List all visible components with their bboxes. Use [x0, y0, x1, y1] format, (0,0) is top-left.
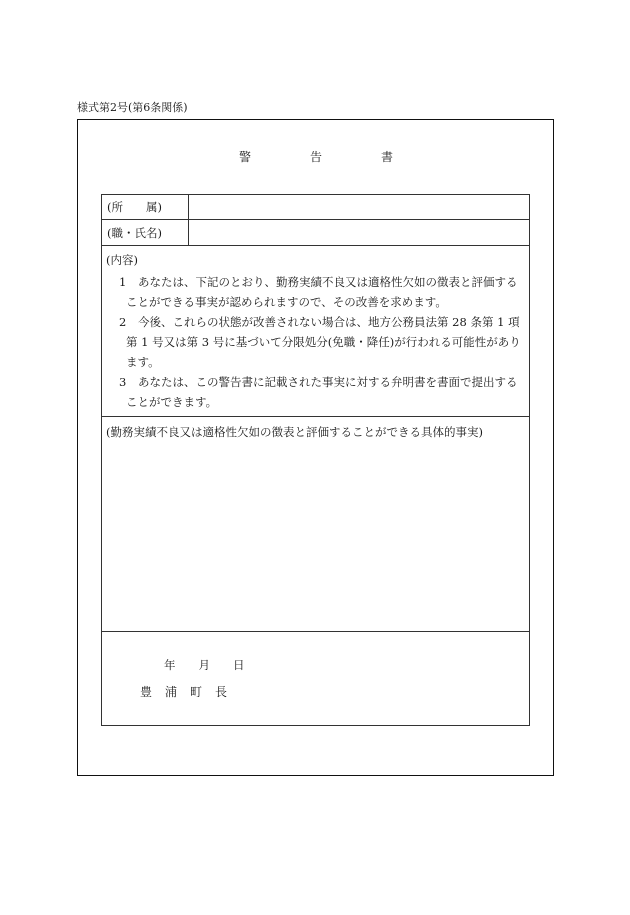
content-item-3 [102, 372, 529, 392]
content-item-3-line-2: ことができます。 [126, 395, 218, 409]
position-name-label: (職・氏名) [102, 220, 189, 245]
facts-section [102, 417, 529, 632]
form-number-label: 様式第2号(第6条関係) [77, 101, 188, 114]
position-name-row [102, 220, 529, 246]
content-item-3-number: 3 [119, 375, 127, 389]
content-item-3-line-1: あなたは、この警告書に記載された事実に対する弁明書を書面で提出する [138, 375, 518, 389]
content-item-2-line-3: ます。 [126, 355, 160, 369]
issuer-name: 豊 浦 町 長 [140, 685, 228, 699]
content-section [102, 246, 529, 417]
affiliation-row [102, 195, 529, 220]
affiliation-value-cell [189, 195, 529, 219]
content-heading: (内容) [106, 253, 138, 267]
signature-section [102, 632, 529, 725]
content-item-2 [102, 312, 529, 332]
document-title: 警告書 [239, 150, 453, 164]
issue-date: 年 月 日 [164, 658, 245, 672]
affiliation-label: (所 属) [102, 195, 189, 219]
content-item-1-line-2: ことができる事実が認められますので、その改善を求めます。 [126, 295, 447, 309]
position-name-value-cell [189, 220, 529, 245]
content-item-1 [102, 272, 529, 292]
form-table [101, 194, 530, 726]
content-item-2-line-1: 今後、これらの状態が改善されない場合は、地方公務員法第 28 条第 1 項 [138, 315, 520, 329]
content-item-1-line-1: あなたは、下記のとおり、勤務実績不良又は適格性欠如の徴表と評価する [138, 275, 518, 289]
content-item-2-line-2: 第 1 号又は第 3 号に基づいて分限処分(免職・降任)が行われる可能性があり [126, 335, 521, 349]
facts-heading: (勤務実績不良又は適格性欠如の徴表と評価することができる具体的事実) [106, 425, 483, 439]
content-item-2-number: 2 [119, 315, 127, 329]
content-item-1-number: 1 [119, 275, 127, 289]
